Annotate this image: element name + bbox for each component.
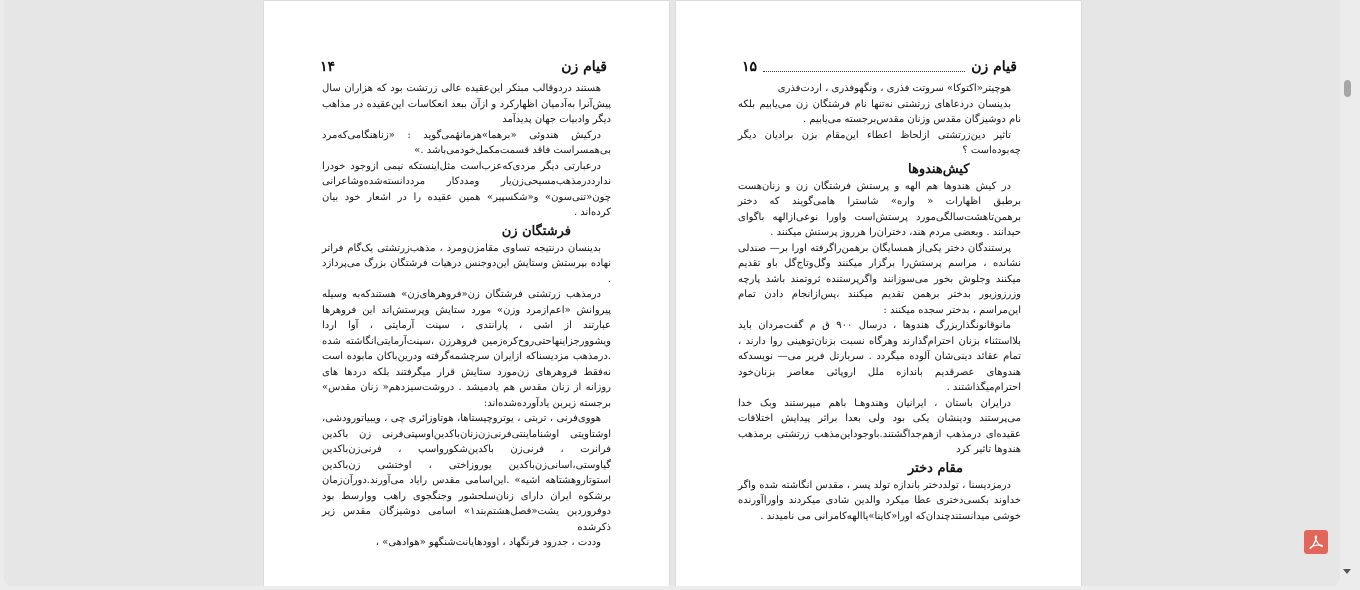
running-title: قیام زن [971,59,1017,75]
page-number: ۱۵ [742,59,758,75]
paragraph: درکیش هندوئی «برهما»هرمانهٔمی‌گوید : «زناهنگامی‌که‌مرد بی‌همسراست فاقد قسمت‌مکمل‌خودمی‌باشد .» [322,129,611,156]
document-page-14 [264,1,669,586]
section-heading: مقام دختر [908,460,963,476]
paragraph: بدینسان دردعاهای زرتشتی نه‌تنها نام فرشتگان زن می‌یابیم بلکه نام دوشیزگان مقدس وزنان مقدس‌برجسته می‌یابیم . [738,98,1021,125]
paragraph: درایران باستان ، ایرانیان وهندوهـا باهم میپرستند وبک خدا می‌پرستند ودینشان یکی بود ولی بعدا براثر پیدایش اختلافات عقیده‌ای درمذهب ازهم‌جداگشتند.باوجوداین‌مذهب زرتشتی برمذهب هندوها تاثیر کرد [738,397,1021,455]
header-dotted-leader [763,63,965,72]
scrollbar-thumb[interactable] [1344,80,1351,97]
paragraph: درمذهب زرتشتی فرشتگان زن«فروهرهای‌زن» هستندکه‌به وسیله پیروانش «اعم‌ازمرد وزن» مورد ستایش وپرستش‌اند این فروهرها عبارتند از اشی ، پارانتدی ، سپنت آرمایتی ، آوا اردا ویشوورجزاینهاحتی‌روح‌کره‌زمین فروهرزن ،سپنت‌آرمایتی‌انگاشته شده .درمذهب مزدیسناکه ازایران سرچشمه‌گرفته ودرین‌باکان مابوده است نه‌فقط فروهرهای زن‌مورد ستایش قرار میگرفتند بلکه دردها های روزانه از زنان مقدس هم یادمیشد . دروشت‌سیزدهم« زنان مقدس» برجسته زیربن یادآورده‌شده‌اند: [322,289,611,409]
pdf-viewer[interactable] [4,0,1340,586]
page-body [322,81,611,551]
pdf-icon[interactable] [1304,530,1328,554]
paragraph: درعبارتی دیگر مردی‌که‌عزب‌است مثل‌اینستکه نیمی ازوجود خودرا ندارددرمذهب‌مسیحی‌زن‌یار ومددکار مرددانسته‌شده‌وشاعرانی چون«تنی‌سون» و«شکسپیر» همین عقیده را در اشعار خود بیان کرده‌اند . [322,160,611,218]
page-header [320,58,607,76]
paragraph: هووی‌فرنی ، تربتی ، یوتروچیستاها، هوتاوزائری چی ، ویبیاتورودشی، اوشتاویتی اوشناماینتی‌فرنی‌زن‌زنان‌باکدین‌اوسپتی‌فرنی زن باکدین فرانرت ، فرنی‌زن باکدین‌شکورواسپ ، فرنی‌زن‌باکدین گیاوستی،اسانی‌زن‌باکدین یوروزاختی ، اوختشی زن‌باکدین استوتاروهشتاهه اشیه» .این‌اسامی مقدس رایاد می‌آورند.دورآن‌زمان برشکوه ایران دارای زنان‌سلحشور وجنگجوی راهب ووارسط بود دوفروردین یشت«فصل‌هشتم‌بند۱» اسامی دوشیزگان مقدس زیر ذکرشده [322,413,611,533]
paragraph: در کیش هندوها هم الهه و پرستش فرشتگان زن و زنان‌هست برطبق اظهارات « واره» شاسترا هامی‌گویند که دختر برهمن‌تاهشت‌سالگی‌مورد پرستش‌است واورا نوعی‌ازالهه باگوای حیدانند . وبعضی مردم هند، دختران‌را هرروز پرستش میکنند . [738,180,1021,238]
page-number: ۱۴ [320,59,336,75]
paragraph: مانوقانونگذاربزرگ هندوها ، درسال ۹۰۰ ق م گفت‌مردان باید بلااستثناء بزنان احترام‌گذارند وهرگاه نسبت بزنان‌توهینی روا دارند ، تمام عقائد دینی‌شان آلوده میگردد . سربارتل فریر می— نویسدکه هندوهای عصرقدیم باندازه ملل اروپائی معاصر بزنان‌خود احترام‌میگذاشتند . [738,320,1021,393]
section-heading: کیش‌هندوها [908,161,970,177]
paragraph: تاثیر دین‌زرتشتی ازلحاظ اعطاء این‌مقام بزن براديان ديگر چه‌بوده‌است ؟ [738,129,1021,156]
vertical-scrollbar[interactable] [1340,0,1354,590]
running-title: قیام زن [561,59,607,75]
paragraph: درمزدیسنا ، تولددختر باندازه تولد پسر ، مقدس انگاشته شده واگر خداوند بکسی‌دختری عطا میکرد والدین شادی میکردند واورا‌آورنده خوشی میدانستندچندان‌که اورا«کاینا»یاالهه‌کامرانی می نامیدند . [738,479,1021,522]
paragraph: هوچیتر«اکتوکا» سروتت فذری ، ونگهوفذری ، اردت‌فذری [777,83,1011,94]
page-body [738,81,1021,524]
paragraph: هستند دردوقالب مبتکر این‌عقیده عالی زرتشت بود که هزاران سال پیش‌آنرا به‌آدمیان اظهارکرد و ازآن ببعد انعکاسات این‌عقیده در مذاهب دیگر وادبیات جهان پدیدآمد [322,83,611,125]
paragraph: پرستندگان دختر یکی‌از همسایگان برهمن‌راگرفته اورا بر— صندلی نشانده ، مراسم پرستش‌را برگزار میکنند وگل‌وتاج‌گل باو تقدیم میکنند وجلوش بخور می‌سوزانند واگرپرستنده ثروتمند باشد پارچه وزرزوزیور بدختر برهمن تقدیم میکنند ،پس‌ازانجام دادن تمام این‌مراسم ، بدختر سجده میکنند : [738,242,1021,316]
page-header [742,58,1017,76]
section-heading: فرشتگان زن [501,223,571,239]
paragraph: وددت ، جدرود فرنگهاد ، اوودهایانت‌شنگهو «هوادهی» ، [375,537,601,548]
chevron-down-icon[interactable] [1343,569,1351,574]
paragraph: بدینسان درنتیجه تساوی مقامزن‌ومرد ، مذهب‌زرتشتی یک‌گام فراتر نهاده بپرستش وستایش این‌دوجنس درهیات فرشتگان بزرگ می‌پردازد . [322,242,611,285]
document-page-15 [676,1,1081,586]
